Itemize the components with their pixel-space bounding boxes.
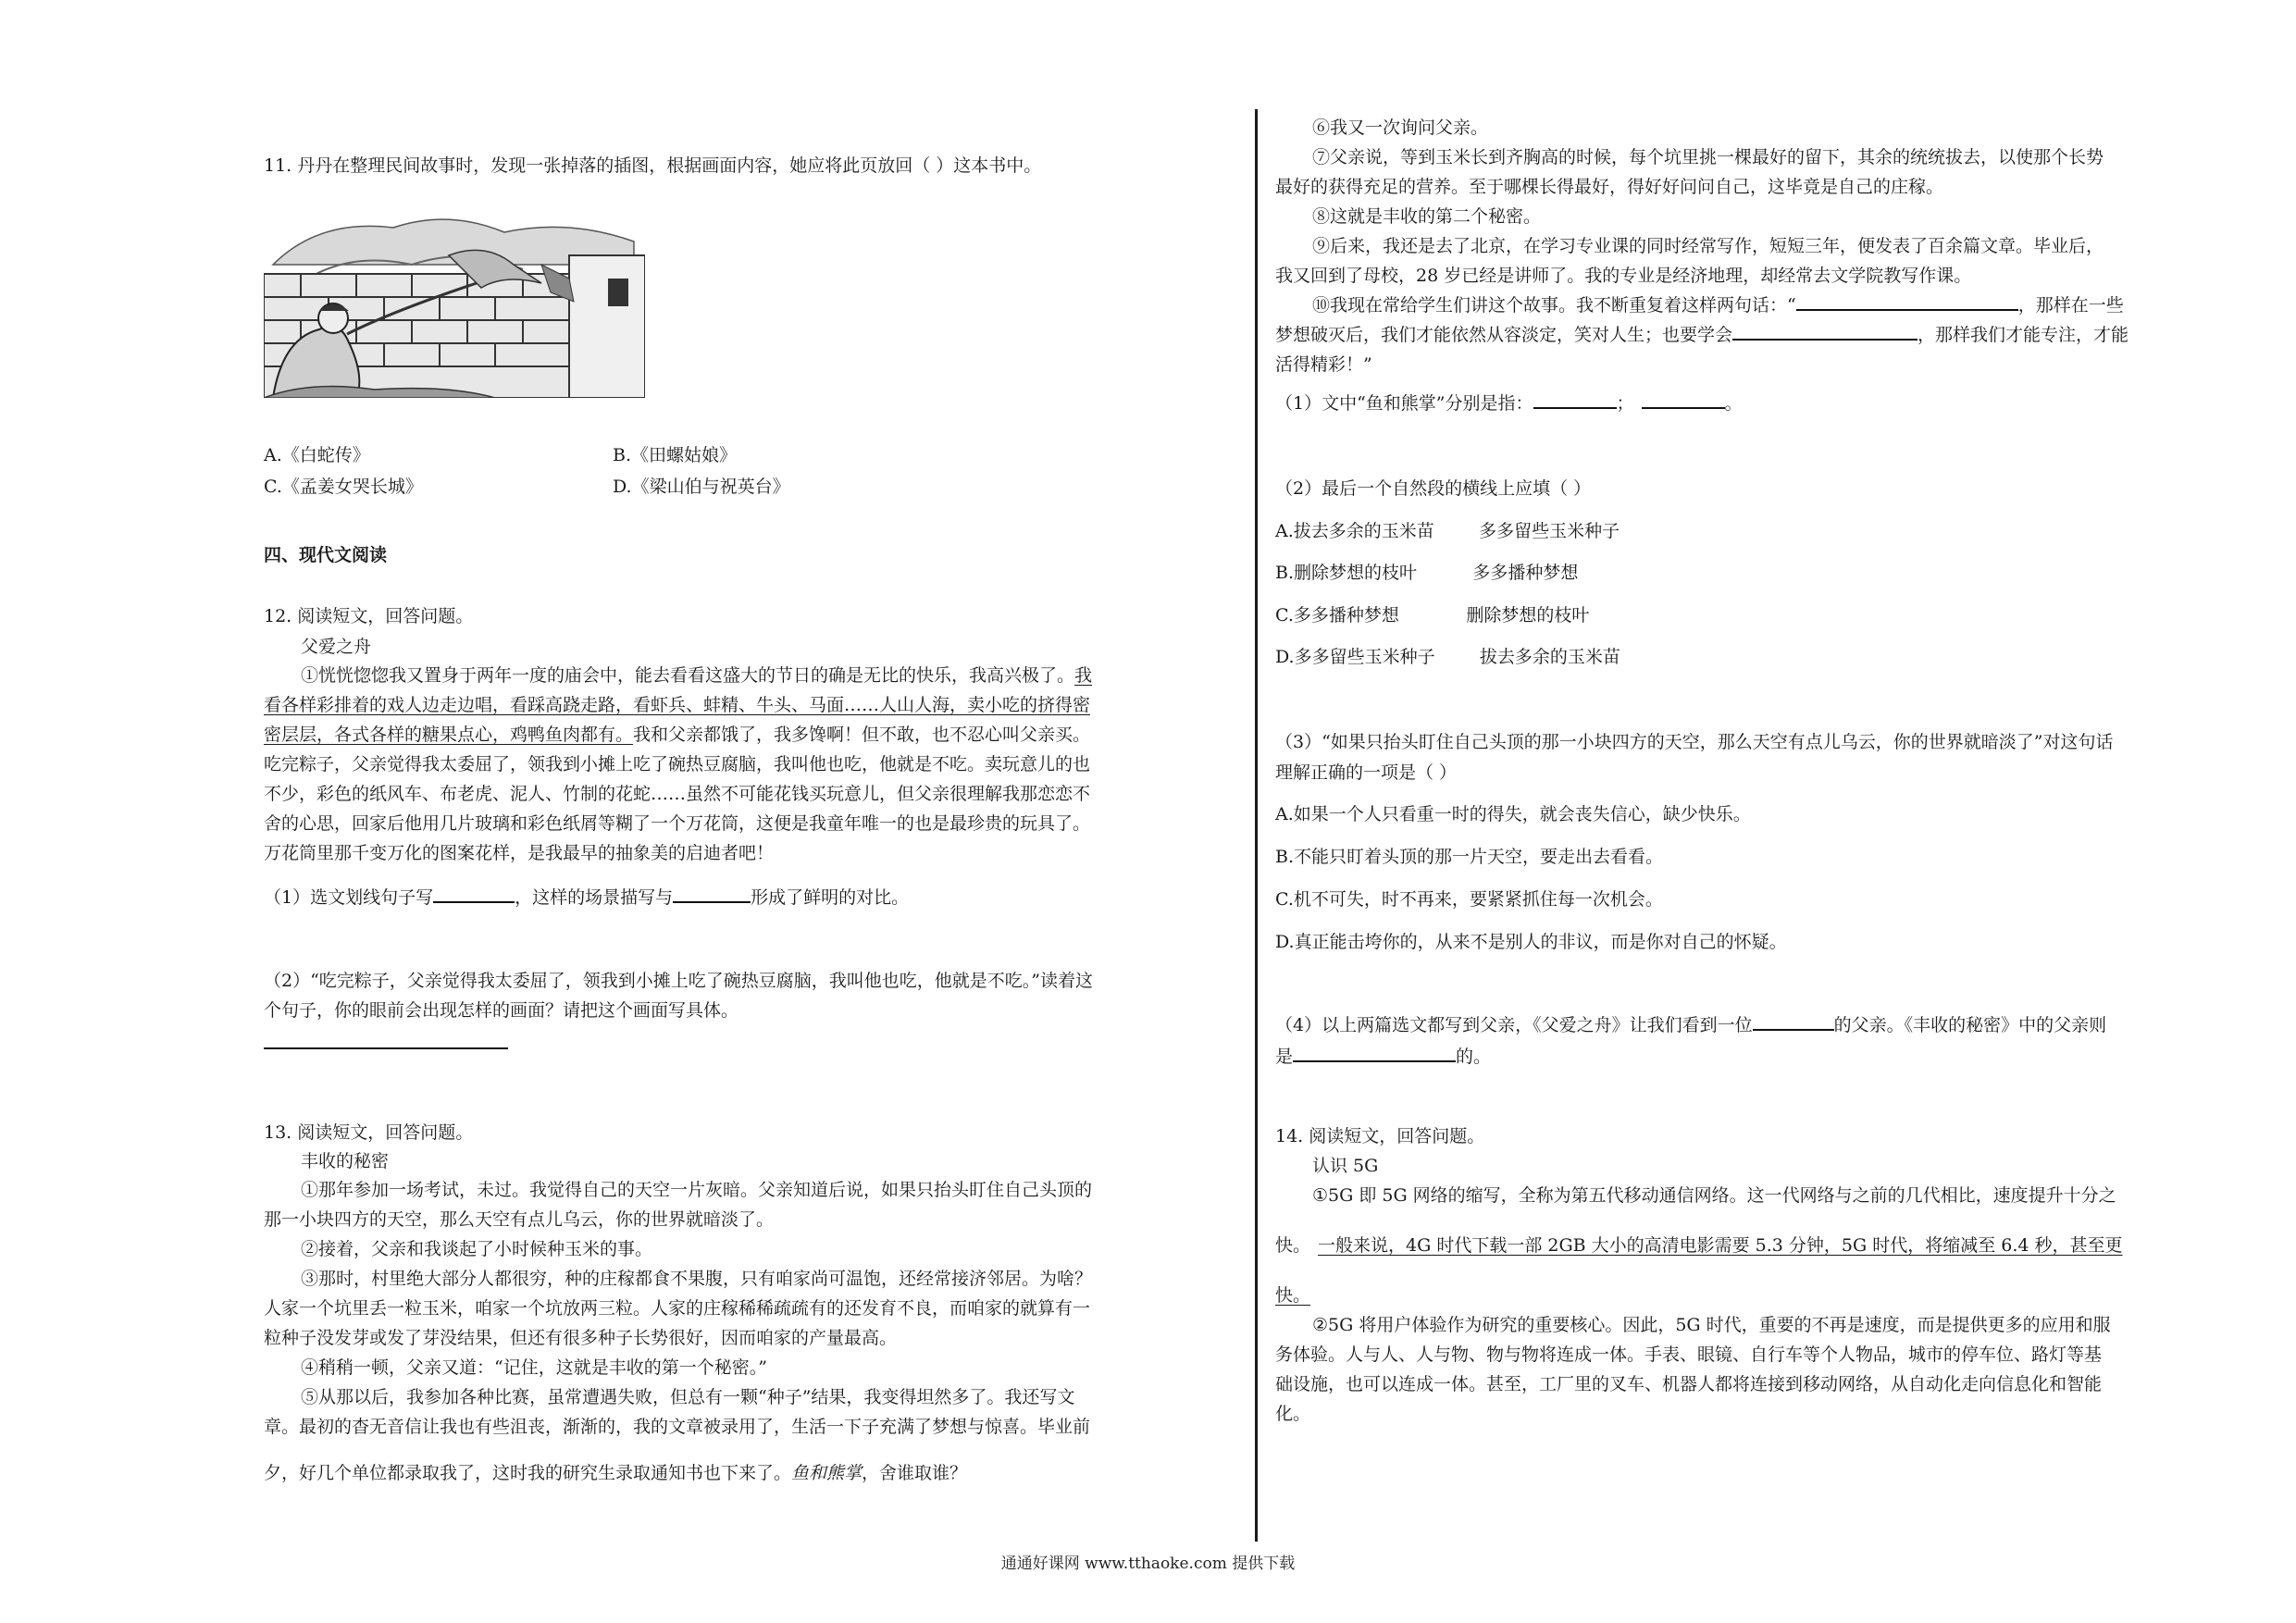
- q13-para10-line2: [1275, 320, 2128, 350]
- q13-para3-line3: 粒种子没发芽或发了芽没结果，但还有很多种子长势很好，因而咱家的产量最高。: [264, 1328, 898, 1348]
- q13-para1-line1: ①那年参加一场考试，未过。我觉得自己的天空一片灰暗。父亲知道后说，如果只抬头盯住自己头顶的: [301, 1180, 1093, 1200]
- q13-para5-line2: 章。最初的杳无音信让我也有些沮丧，渐渐的，我的文章被录用了，生活一下子充满了梦想与惊喜。毕业前: [264, 1417, 1091, 1437]
- q12-sub1-blank-1[interactable]: [433, 883, 515, 903]
- q13-para10-text-b: ，那样在一些: [2017, 295, 2124, 316]
- q13-para7-line1: ⑦父亲说，等到玉米长到齐胸高的时候，每个坑里挑一棵最好的留下，其余的统统拔去，以使那个长势: [1312, 147, 2104, 167]
- q12-sub2-answer-line[interactable]: [264, 1047, 508, 1049]
- q13-sub3-option-a: A.如果一个人只看重一时的得失，就会丧失信心，缺少快乐。: [1275, 804, 1751, 824]
- q14-para2-line1: ②5G 将用户体验作为研究的重要核心。因此，5G 时代，重要的不再是速度，而是提供更多的应用和服: [1312, 1315, 2111, 1335]
- q13-sub4-text-d: 的。: [1456, 1047, 1492, 1067]
- q13-sub1-blank-1[interactable]: [1533, 389, 1617, 409]
- q12-para1-line3: [264, 720, 1090, 750]
- q13-sub3-line1: （3）“如果只抬头盯住自己头顶的那一小块四方的天空，那么天空有点儿乌云，你的世界就暗淡了”对这句话: [1275, 732, 2114, 752]
- q13-para7-line2: 最好的获得充足的营养。至于哪棵长得最好，得好好问问自己，这毕竟是自己的庄稼。: [1275, 177, 1944, 197]
- q14-underlined-end: 快。: [1275, 1285, 1311, 1306]
- q13-para6: ⑥我又一次询问父亲。: [1312, 118, 1489, 138]
- q12-sub1: [264, 883, 909, 912]
- q14-para1-line3: [1275, 1281, 1310, 1310]
- q13-sub1: [1275, 389, 1743, 418]
- q13-para3-line1: ③那时，村里绝大部分人都很穷，种的庄稼都食不果腹，只有咱家尚可温饱，还经常接济邻居。为啥？: [301, 1269, 1093, 1289]
- q11-option-b: B.《田螺姑娘》: [613, 445, 738, 465]
- q12-sub1-text-b: ，这样的场景描写与: [515, 887, 674, 908]
- section-title-modern-reading: 四、现代文阅读: [264, 545, 388, 565]
- q13-para10-blank-2[interactable]: [1732, 320, 1917, 341]
- q12-passage-title: 父爱之舟: [301, 637, 372, 657]
- q13-para5-question: ，舍谁取谁？: [862, 1463, 968, 1483]
- q13-sub4-blank-2[interactable]: [1293, 1042, 1456, 1062]
- q13-para10-blank-1[interactable]: [1796, 291, 2018, 311]
- q14-passage-title: 认识 5G: [1312, 1156, 1379, 1176]
- q13-para2: ②接着，父亲和我谈起了小时候种玉米的事。: [301, 1239, 653, 1259]
- q13-sub4-text-c: 是: [1275, 1047, 1294, 1067]
- q12-sub2-line2: 个句子，你的眼前会出现怎样的画面？请把这个画面写具体。: [264, 1000, 739, 1021]
- q13-para8: ⑧这就是丰收的第二个秘密。: [1312, 206, 1542, 227]
- meng-jiang-nu-illustration: [264, 200, 645, 398]
- q12-underlined-sentence-start: 我: [1074, 665, 1093, 686]
- q13-sub3-option-d: D.真正能击垮你的，从来不是别人的非议，而是你对自己的怀疑。: [1275, 932, 1787, 952]
- q12-para1-after: 我和父亲都饿了，我多馋啊！但不敢，也不忍心叫父亲买。: [633, 725, 1091, 745]
- q11-stem: 11. 丹丹在整理民间故事时，发现一张掉落的插图，根据画面内容，她应将此页放回（ ）这本书中。: [264, 155, 1042, 176]
- q13-sub2-option-a: A.拔去多余的玉米苗 多多留些玉米种子: [1275, 521, 1620, 541]
- q14-para1-line1: ①5G 即 5G 网络的缩写，全称为第五代移动通信网络。这一代网络与之前的几代相比，速度提升十分之: [1312, 1185, 2116, 1206]
- q13-sub1-sep: ；: [1616, 393, 1634, 414]
- q13-sub4-line1: [1275, 1010, 2106, 1040]
- q13-sub3-option-b: B.不能只盯着头顶的那一片天空，要走出去看看。: [1275, 847, 1664, 867]
- q13-sub2-option-b: B.删除梦想的枝叶 多多播种梦想: [1275, 563, 1579, 583]
- q12-para1-line4: 吃完粽子，父亲觉得我太委屈了，领我到小摊上吃了碗热豆腐脑，我叫他也吃，他就是不吃。卖玩意儿的也: [264, 754, 1091, 774]
- q12-sub1-blank-2[interactable]: [673, 883, 751, 903]
- q13-sub1-blank-2[interactable]: [1642, 389, 1725, 409]
- q12-sub2-line1: （2）“吃完粽子，父亲觉得我太委屈了，领我到小摊上吃了碗热豆腐脑，我叫他也吃，他就是不吃。”读着这: [264, 971, 1094, 991]
- q13-para5-text: 夕，好几个单位都录取我了，这时我的研究生录取通知书也下来了。: [264, 1463, 792, 1483]
- q14-para1-text: 快。: [1275, 1235, 1311, 1256]
- q13-passage-title: 丰收的秘密: [301, 1151, 390, 1171]
- q13-para10-text-c: 梦想破灭后，我们才能依然从容淡定，笑对人生；也要学会: [1275, 325, 1733, 345]
- q12-para1-prefix: ①恍恍惚惚我又置身于两年一度的庙会中，能去看看这盛大的节日的确是无比的快乐，我高兴极了。: [301, 665, 1075, 686]
- q13-sub3-line2: 理解正确的一项是（ ）: [1275, 762, 1458, 783]
- q12-para1-line7: 万花筒里那千变万化的图案花样，是我最早的抽象美的启迪者吧！: [264, 843, 775, 863]
- q12-para1-line6: 舍的心思，回家后他用几片玻璃和彩色纸屑等糊了一个万花筒，这便是我童年唯一的也是最珍贵的玩具了。: [264, 813, 1091, 834]
- q11-option-a: A.《白蛇传》: [264, 445, 370, 465]
- q13-para4: ④稍稍一顿，父亲又道：“记住，这就是丰收的第一个秘密。”: [301, 1357, 767, 1378]
- q14-para1-line2: [1275, 1231, 2123, 1260]
- column-divider: [1255, 109, 1258, 1542]
- q14-underlined-sentence: 一般来说，4G 时代下载一部 2GB 大小的高清电影需要 5.3 分钟，5G 时代，将缩减至 6.4 秒，甚至更: [1318, 1235, 2123, 1256]
- q13-para5-line3: [264, 1458, 967, 1488]
- q14-para2-line3: 础设施，也可以连成一体。甚至，工厂里的叉车、机器人都将连接到移动网络，从自动化走向信息化和智能: [1275, 1374, 2103, 1394]
- q13-sub4-blank-1[interactable]: [1753, 1010, 1834, 1031]
- q13-para1-line2: 那一小块四方的天空，那么天空有点儿乌云，你的世界就暗淡了。: [264, 1209, 775, 1230]
- q12-underlined-sentence-middle: 看各样彩排着的戏人边走边唱，看踩高跷走路，看虾兵、蚌精、牛头、马面……人山人海，卖小吃的挤得密: [264, 695, 1091, 715]
- q12-sub1-text-a: （1）选文划线句子写: [264, 887, 434, 908]
- q13-sub4-text-b: 的父亲。《丰收的秘密》中的父亲则: [1833, 1015, 2107, 1035]
- q13-sub2-option-c: C.多多播种梦想 删除梦想的枝叶: [1275, 605, 1590, 626]
- q12-para1-line5: 不少，彩色的纸风车、布老虎、泥人、竹制的花蛇……虽然不可能花钱买玩意儿，但父亲很理解我那恋恋不: [264, 784, 1091, 804]
- q11-option-c: C.《孟姜女哭长城》: [264, 477, 423, 497]
- q14-stem: 14. 阅读短文，回答问题。: [1275, 1126, 1485, 1146]
- q12-stem: 12. 阅读短文，回答问题。: [264, 606, 474, 626]
- q14-para2-line4: 化。: [1275, 1404, 1311, 1424]
- q13-sub1-end: 。: [1724, 393, 1743, 414]
- q13-sub3-option-c: C.机不可失，时不再来，要紧紧抓住每一次机会。: [1275, 889, 1663, 910]
- q13-sub2-option-d: D.多多留些玉米种子 拔去多余的玉米苗: [1275, 647, 1620, 667]
- q13-para10-line1: [1312, 291, 2124, 320]
- q13-sub4-line2: [1275, 1042, 1491, 1072]
- q12-underlined-sentence-end: 密层层，各式各样的糖果点心，鸡鸭鱼肉都有。: [264, 725, 634, 745]
- q13-stem: 13. 阅读短文，回答问题。: [264, 1122, 474, 1143]
- q13-sub1-text: （1）文中“鱼和熊掌”分别是指：: [1275, 393, 1533, 414]
- q14-para2-line2: 务体验。人与人、人与物、物与物将连成一体。手表、眼镜、自行车等个人物品，城市的停车位、路灯等基: [1275, 1344, 2103, 1365]
- q12-para1-line1: [301, 661, 1092, 690]
- q13-para10-text-a: ⑩我现在常给学生们讲这个故事。我不断重复着这样两句话：“: [1312, 295, 1796, 316]
- q13-para5-line1: ⑤从那以后，我参加各种比赛，虽常遭遇失败，但总有一颗“种子”结果，我变得坦然多了。我还写文: [301, 1387, 1075, 1407]
- q13-para10-line3: 活得精彩！”: [1275, 354, 1372, 375]
- q13-sub2-stem: （2）最后一个自然段的横线上应填（ ）: [1275, 478, 1592, 499]
- q13-para9-line1: ⑨后来，我还是去了北京，在学习专业课的同时经常写作，短短三年，便发表了百余篇文章。毕业后，: [1312, 236, 2104, 256]
- page-footer: 通通好课网 www.tthaoke.com 提供下载: [1000, 1555, 1296, 1573]
- q13-para3-line2: 人家一个坑里丢一粒玉米，咱家一个坑放两三粒。人家的庄稼稀稀疏疏有的还发育不良，而咱家的就算有一: [264, 1298, 1091, 1319]
- q13-para10-text-d: ，那样我们才能专注，才能: [1917, 325, 2129, 345]
- q13-fish-and-bear-paw: 鱼和熊掌: [791, 1463, 863, 1483]
- q12-sub1-text-c: 形成了鲜明的对比。: [751, 887, 910, 908]
- q13-sub4-text-a: （4）以上两篇选文都写到父亲，《父爱之舟》让我们看到一位: [1275, 1015, 1753, 1035]
- q12-para1-line2: [264, 690, 1090, 720]
- q13-para9-line2: 我又回到了母校，28 岁已经是讲师了。我的专业是经济地理，却经常去文学院教写作课。: [1275, 266, 1972, 286]
- q11-option-d: D.《梁山伯与祝英台》: [613, 477, 790, 497]
